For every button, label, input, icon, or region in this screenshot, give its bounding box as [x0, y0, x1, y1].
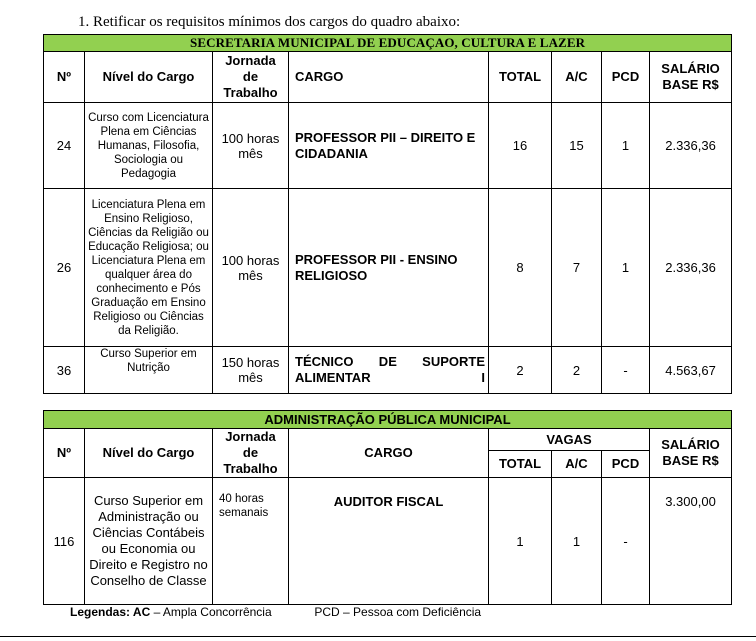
header-num: Nº — [44, 429, 85, 478]
cell-salario: 4.563,67 — [650, 347, 732, 394]
table-educacao — [43, 34, 732, 394]
cell-total: 1 — [489, 478, 552, 605]
page-divider — [0, 636, 756, 637]
cell-total: 8 — [489, 189, 552, 347]
cell-pcd: - — [602, 478, 650, 605]
header-vagas: VAGAS — [489, 429, 650, 451]
header-cargo: CARGO — [289, 429, 489, 478]
legend: Legendas: AC – Ampla Concorrência PCD – Pessoa com Deficiência — [70, 605, 482, 619]
legend-ac-key: AC — [132, 605, 151, 619]
header-salario: SALÁRIO BASE R$ — [650, 429, 732, 478]
cell-total: 16 — [489, 103, 552, 189]
header-nivel: Nível do Cargo — [85, 429, 213, 478]
cell-cargo: AUDITOR FISCAL — [289, 478, 489, 605]
legend-ac-text: – Ampla Concorrência — [150, 605, 272, 619]
cell-num: 116 — [44, 478, 85, 605]
header-total: TOTAL — [489, 52, 552, 103]
cell-ac: 1 — [552, 478, 602, 605]
header-pcd: PCD — [602, 52, 650, 103]
cell-pcd: 1 — [602, 189, 650, 347]
legend-label: Legendas — [70, 605, 127, 619]
table-row — [44, 103, 732, 189]
cell-cargo: PROFESSOR PII - ENSINO RELIGIOSO — [289, 189, 489, 347]
cell-num: 24 — [44, 103, 85, 189]
cell-nivel: Curso Superior em Administração ou Ciências Contábeis ou Economia ou Direito e Registro no Conselho de Classe — [85, 478, 213, 605]
cell-nivel: Curso Superior em Nutrição — [85, 347, 213, 394]
legend-pcd-text: PCD – Pessoa com Deficiência — [314, 605, 482, 619]
cell-num: 36 — [44, 347, 85, 394]
table-row — [44, 478, 732, 605]
header-nivel: Nível do Cargo — [85, 52, 213, 103]
cell-pcd: - — [602, 347, 650, 394]
table-row — [44, 189, 732, 347]
cell-pcd: 1 — [602, 103, 650, 189]
header-ac: A/C — [552, 451, 602, 478]
cell-jornada: 150 horas mês — [213, 347, 289, 394]
header-jornada: Jornada de Trabalho — [213, 52, 289, 103]
cell-cargo: TÉCNICO DE SUPORTE ALIMENTAR I — [289, 347, 489, 394]
header-cargo: CARGO — [289, 52, 489, 103]
cell-num: 26 — [44, 189, 85, 347]
cell-salario: 2.336,36 — [650, 189, 732, 347]
cell-jornada: 100 horas mês — [213, 189, 289, 347]
header-salario: SALÁRIO BASE R$ — [650, 52, 732, 103]
cell-salario: 3.300,00 — [650, 478, 732, 605]
header-total: TOTAL — [489, 451, 552, 478]
header-num: Nº — [44, 52, 85, 103]
table-title: ADMINISTRAÇÃO PÚBLICA MUNICIPAL — [44, 411, 732, 429]
cell-jornada: 40 horas semanais — [213, 478, 289, 605]
header-jornada: Jornada de Trabalho — [213, 429, 289, 478]
cell-nivel: Licenciatura Plena em Ensino Religioso, Ciências da Religião ou Educação Religiosa; ou Licenciatura Plena em qualquer área do conhecimento e Pós Graduação em Ensino Religioso ou Ciências da Religião. — [85, 189, 213, 347]
table-row — [44, 347, 732, 394]
cell-salario: 2.336,36 — [650, 103, 732, 189]
cell-ac: 2 — [552, 347, 602, 394]
cell-cargo: PROFESSOR PII – DIREITO E CIDADANIA — [289, 103, 489, 189]
cell-ac: 7 — [552, 189, 602, 347]
intro-text: 1. Retificar os requisitos mínimos dos cargos do quadro abaixo: — [78, 14, 461, 30]
header-ac: A/C — [552, 52, 602, 103]
cell-total: 2 — [489, 347, 552, 394]
header-pcd: PCD — [602, 451, 650, 478]
table-title: SECRETARIA MUNICIPAL DE EDUCAÇAO, CULTURA E LAZER — [44, 35, 732, 52]
cell-jornada: 100 horas mês — [213, 103, 289, 189]
cell-ac: 15 — [552, 103, 602, 189]
table-administracao — [43, 410, 732, 605]
cell-nivel: Curso com Licenciatura Plena em Ciências Humanas, Filosofia, Sociologia ou Pedagogia — [85, 103, 213, 189]
